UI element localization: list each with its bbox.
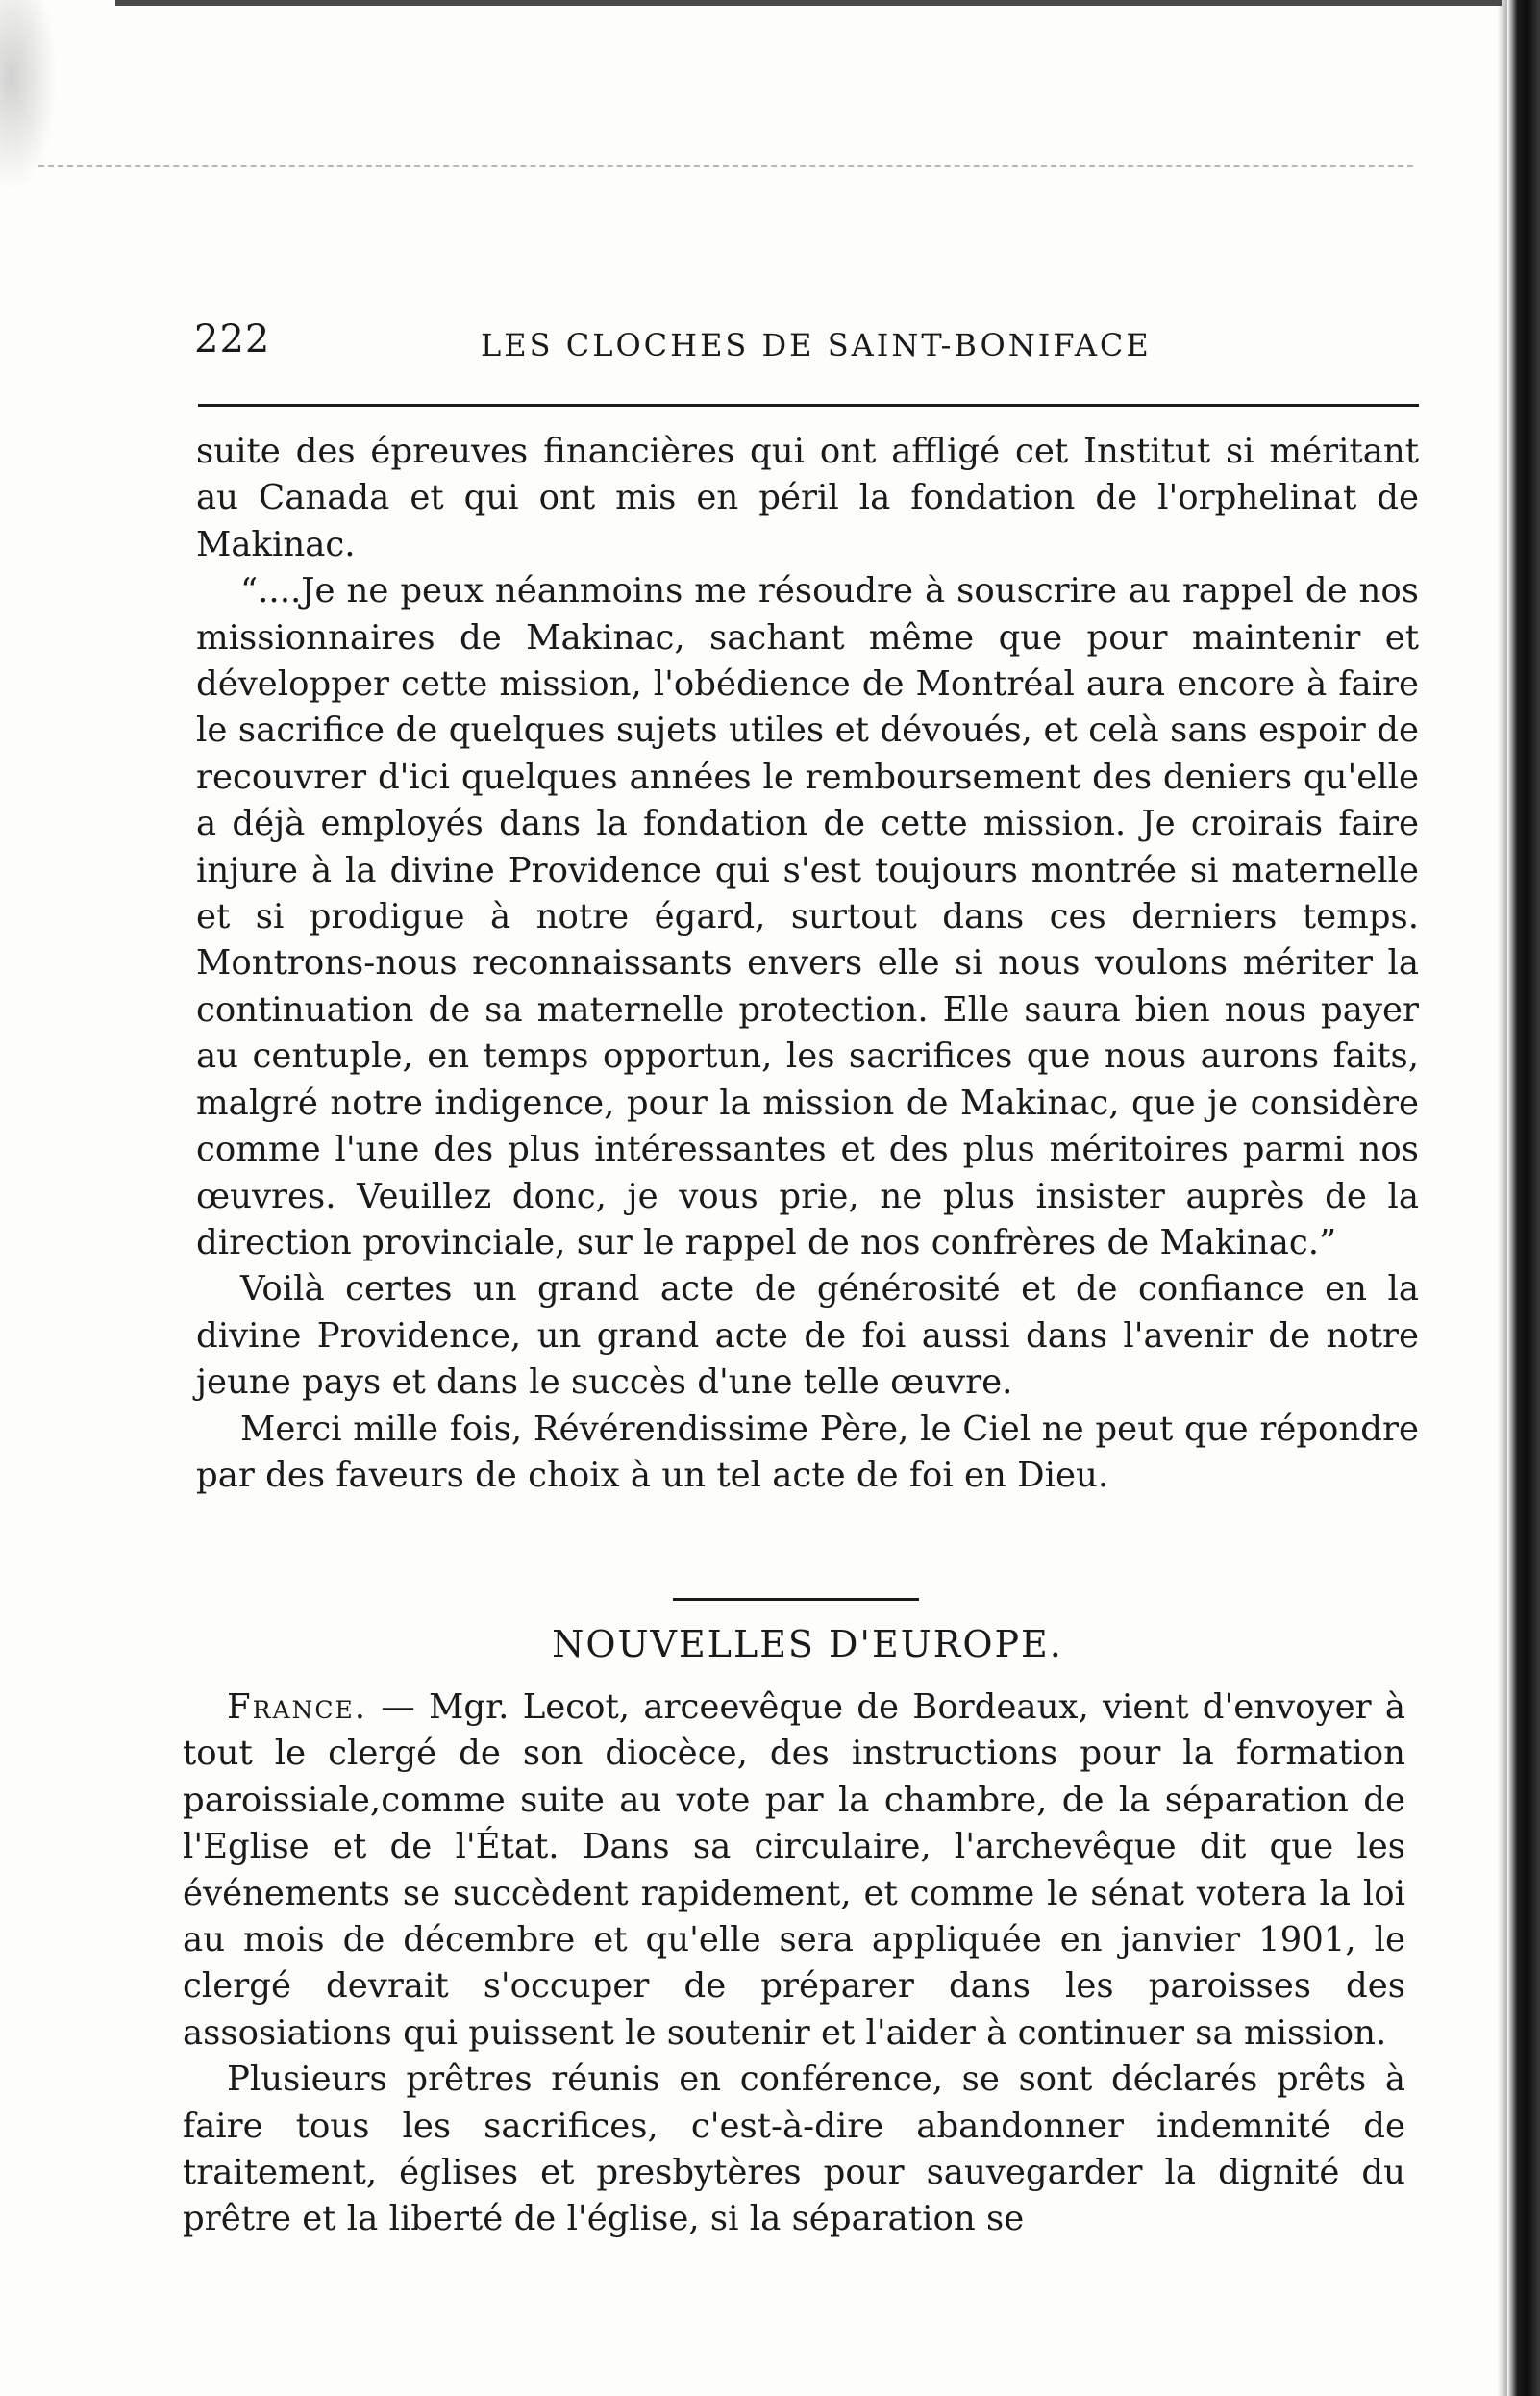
scan-dashed-line [38, 165, 1413, 167]
scan-smudge [0, 0, 58, 192]
page-header [194, 317, 1425, 375]
section-title: NOUVELLES D'EUROPE. [552, 1623, 1063, 1665]
header-rule [198, 404, 1419, 407]
paragraph-1: suite des épreuves financières qui ont affligé cet Institut si méritant au Canada et qui ont mis en péril la fondation de l'orphelinat de Makinac. [196, 432, 1419, 564]
page-number: 222 [194, 317, 271, 362]
news-text [183, 1685, 1405, 2243]
news-paragraph-2: Plusieurs prêtres réunis en conférence, se sont déclarés prêts à faire tous les sacrifices, c'est-à-dire abandonner indemnité de traitement, églises et presbytères pour sauvegarder la dignité du prêtre et la liberté de l'église, si la séparation se [183, 2059, 1405, 2239]
body-text [196, 429, 1419, 1499]
running-title: LES CLOCHES DE SAINT-BONIFACE [481, 327, 1152, 363]
news-paragraph-france-text: — Mgr. Lecot, arceevêque de Bordeaux, vient d'envoyer à tout le clergé de son diocèce, des instructions pour la formation paroissiale,comme suite au vote par la chambre, de la séparation de l'Eglise et de l'État. Dans sa circulaire, l'archevêque dit que les événements se succèdent rapidement, et comme le sénat votera la loi au mois de décembre et qu'elle sera appliquée en janvier 1901, le clergé devrait s'occuper de préparer dans les paroisses des assosiations qui puissent le soutenir et l'aider à continuer sa mission. [183, 1687, 1405, 2053]
paragraph-3: Voilà certes un grand acte de générosité et de confiance en la divine Providence, un grand acte de foi aussi dans l'avenir de notre jeune pays et dans le succès d'une telle œuvre. [196, 1269, 1419, 1403]
paragraph-4: Merci mille fois, Révérendissime Père, le Ciel ne peut que répondre par des faveurs de choix à un tel acte de foi en Dieu. [196, 1409, 1419, 1495]
paragraph-quote: “....Je ne peux néanmoins me résoudre à souscrire au rappel de nos missionnaires de Makinac, sachant même que pour maintenir et développer cette mission, l'obédience de Montréal aura encore à faire le sacrifice de quelques sujets utiles et dévoués, et celà sans espoir de recouvrer d'ici quelques années le remboursement des deniers qu'elle a déjà employés dans la fondation de cette mission. Je croirais faire injure à la divine Providence qui s'est toujours montrée si maternelle et si prodigue à notre égard, surtout dans ces derniers temps. Montrons-nous reconnaissants envers elle si nous voulons mériter la continuation de sa maternelle protection. Elle saura bien nous payer au centuple, en temps opportun, les sacrifices que nous aurons faits, malgré notre indigence, pour la mission de Makinac, que je considère comme l'une des plus intéressantes et des plus méritoires parmi nos œuvres. Veuillez donc, je vous prie, ne plus insister auprès de la direction provinciale, sur le rappel de nos confrères de Makinac.” [196, 571, 1419, 1262]
section-divider [673, 1598, 919, 1601]
news-paragraph-france [183, 1685, 1405, 2057]
scan-right-edge [1507, 0, 1540, 2396]
scan-top-edge [115, 0, 1502, 6]
scan-right-shadow [1498, 0, 1507, 2396]
country-lead: France. [227, 1687, 368, 1727]
